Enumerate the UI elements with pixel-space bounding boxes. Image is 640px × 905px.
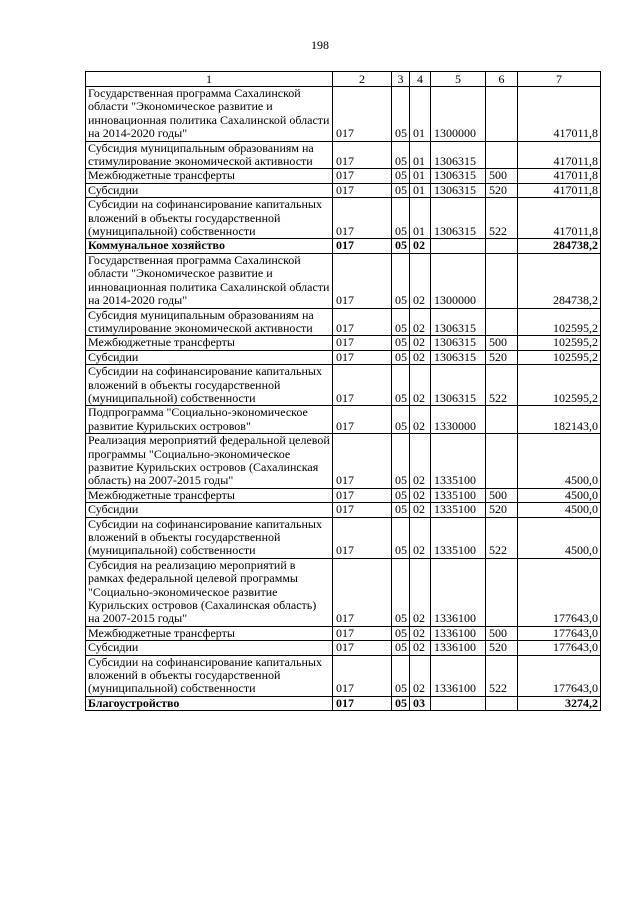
cell-subsection-code: 01: [410, 198, 431, 239]
cell-name: Реализация мероприятий федеральной целевой программы "Социально-экономическое развитие Курильских островов (Сахалинская область) на 2007-2015 годы": [86, 434, 333, 489]
table-row: [86, 308, 601, 336]
page-number: 198: [311, 38, 329, 52]
cell-ministry-code: 017: [333, 696, 392, 710]
cell-name: Благоустройство: [86, 696, 333, 710]
cell-ministry-code: 017: [333, 641, 392, 655]
cell-expense-type: 522: [486, 365, 518, 406]
header-cell-subsection: 4: [410, 72, 431, 87]
cell-section-code: 05: [392, 253, 410, 308]
cell-expense-type: 522: [486, 517, 518, 558]
cell-section-code: 05: [392, 434, 410, 489]
cell-ministry-code: 017: [333, 406, 392, 434]
cell-ministry-code: 017: [333, 253, 392, 308]
table-row: [86, 558, 601, 626]
cell-ministry-code: 017: [333, 558, 392, 626]
header-cell-type: 6: [486, 72, 518, 87]
cell-target-code: 1306315: [431, 308, 486, 336]
table-body: [86, 87, 601, 711]
cell-target-code: 1336100: [431, 641, 486, 655]
cell-amount: 102595,2: [518, 308, 601, 336]
cell-subsection-code: 02: [410, 406, 431, 434]
cell-amount: 3274,2: [518, 696, 601, 710]
cell-expense-type: 520: [486, 641, 518, 655]
cell-subsection-code: 02: [410, 336, 431, 350]
table-row: [86, 239, 601, 253]
cell-subsection-code: 02: [410, 350, 431, 364]
cell-ministry-code: 017: [333, 141, 392, 169]
cell-expense-type: [486, 87, 518, 142]
cell-amount: 284738,2: [518, 239, 601, 253]
cell-amount: 417011,8: [518, 198, 601, 239]
cell-amount: 417011,8: [518, 87, 601, 142]
cell-name: Субсидии: [86, 641, 333, 655]
cell-name: Субсидия на реализацию мероприятий в рамках федеральной целевой программы "Социально-экономическое развитие Курильских островов (Сахалинская область) на 2007-2015 годы": [86, 558, 333, 626]
cell-subsection-code: 02: [410, 517, 431, 558]
table-row: [86, 141, 601, 169]
cell-target-code: 1306315: [431, 365, 486, 406]
cell-name: Субсидии на софинансирование капитальных вложений в объекты государственной (муниципальной) собственности: [86, 517, 333, 558]
cell-subsection-code: 02: [410, 308, 431, 336]
cell-amount: 4500,0: [518, 517, 601, 558]
cell-expense-type: [486, 253, 518, 308]
cell-ministry-code: 017: [333, 350, 392, 364]
cell-expense-type: [486, 558, 518, 626]
cell-name: Субсидии: [86, 503, 333, 517]
cell-section-code: 05: [392, 87, 410, 142]
cell-subsection-code: 02: [410, 253, 431, 308]
cell-section-code: 05: [392, 406, 410, 434]
table-row: [86, 350, 601, 364]
cell-subsection-code: 02: [410, 503, 431, 517]
table-row: [86, 655, 601, 696]
cell-section-code: 05: [392, 655, 410, 696]
cell-ministry-code: 017: [333, 434, 392, 489]
cell-ministry-code: 017: [333, 655, 392, 696]
cell-section-code: 05: [392, 626, 410, 640]
cell-name: Коммунальное хозяйство: [86, 239, 333, 253]
cell-target-code: 1300000: [431, 253, 486, 308]
cell-expense-type: 522: [486, 198, 518, 239]
cell-name: Межбюджетные трансферты: [86, 336, 333, 350]
table-row: [86, 626, 601, 640]
header-cell-name: 1: [86, 72, 333, 87]
cell-section-code: 05: [392, 336, 410, 350]
cell-target-code: 1336100: [431, 626, 486, 640]
table-row: [86, 253, 601, 308]
table-row: [86, 488, 601, 502]
cell-target-code: 1336100: [431, 558, 486, 626]
cell-amount: 4500,0: [518, 488, 601, 502]
table-row: [86, 87, 601, 142]
budget-table: [85, 71, 601, 711]
header-cell-target: 5: [431, 72, 486, 87]
cell-target-code: 1306315: [431, 336, 486, 350]
cell-ministry-code: 017: [333, 198, 392, 239]
cell-subsection-code: 02: [410, 626, 431, 640]
cell-target-code: 1336100: [431, 655, 486, 696]
header-cell-ministry: 2: [333, 72, 392, 87]
table-row: [86, 641, 601, 655]
cell-subsection-code: 01: [410, 169, 431, 183]
cell-target-code: 1306315: [431, 183, 486, 197]
cell-ministry-code: 017: [333, 183, 392, 197]
cell-ministry-code: 017: [333, 336, 392, 350]
cell-amount: 177643,0: [518, 626, 601, 640]
cell-subsection-code: 02: [410, 641, 431, 655]
cell-amount: 4500,0: [518, 503, 601, 517]
cell-section-code: 05: [392, 517, 410, 558]
cell-ministry-code: 017: [333, 488, 392, 502]
cell-subsection-code: 02: [410, 239, 431, 253]
table-row: [86, 503, 601, 517]
cell-expense-type: [486, 141, 518, 169]
cell-section-code: 05: [392, 308, 410, 336]
cell-target-code: [431, 239, 486, 253]
cell-target-code: 1335100: [431, 517, 486, 558]
cell-target-code: [431, 696, 486, 710]
cell-ministry-code: 017: [333, 517, 392, 558]
cell-subsection-code: 01: [410, 87, 431, 142]
cell-name: Субсидии на софинансирование капитальных вложений в объекты государственной (муниципальной) собственности: [86, 655, 333, 696]
cell-ministry-code: 017: [333, 308, 392, 336]
cell-target-code: 1306315: [431, 141, 486, 169]
cell-section-code: 05: [392, 350, 410, 364]
cell-section-code: 05: [392, 239, 410, 253]
cell-section-code: 05: [392, 183, 410, 197]
cell-name: Государственная программа Сахалинской области "Экономическое развитие и инновационная политика Сахалинской области на 2014-2020 годы": [86, 87, 333, 142]
cell-expense-type: [486, 434, 518, 489]
table-header: [86, 72, 601, 87]
header-cell-section: 3: [392, 72, 410, 87]
cell-section-code: 05: [392, 558, 410, 626]
table-row: [86, 183, 601, 197]
cell-expense-type: 520: [486, 183, 518, 197]
cell-subsection-code: 02: [410, 488, 431, 502]
table-row: [86, 406, 601, 434]
cell-amount: 177643,0: [518, 641, 601, 655]
cell-section-code: 05: [392, 641, 410, 655]
cell-ministry-code: 017: [333, 239, 392, 253]
cell-subsection-code: 01: [410, 183, 431, 197]
cell-name: Субсидии на софинансирование капитальных вложений в объекты государственной (муниципальной) собственности: [86, 365, 333, 406]
cell-expense-type: 520: [486, 503, 518, 517]
cell-expense-type: 500: [486, 336, 518, 350]
cell-amount: 102595,2: [518, 350, 601, 364]
cell-subsection-code: 01: [410, 141, 431, 169]
cell-amount: 182143,0: [518, 406, 601, 434]
cell-name: Субсидии: [86, 350, 333, 364]
cell-target-code: 1306315: [431, 198, 486, 239]
cell-target-code: 1300000: [431, 87, 486, 142]
cell-name: Субсидии на софинансирование капитальных вложений в объекты государственной (муниципальной) собственности: [86, 198, 333, 239]
cell-section-code: 05: [392, 169, 410, 183]
table-row: [86, 169, 601, 183]
table-row: [86, 198, 601, 239]
cell-amount: 284738,2: [518, 253, 601, 308]
cell-expense-type: [486, 696, 518, 710]
cell-target-code: 1335100: [431, 434, 486, 489]
cell-expense-type: 520: [486, 350, 518, 364]
cell-ministry-code: 017: [333, 365, 392, 406]
cell-amount: 102595,2: [518, 365, 601, 406]
cell-section-code: 05: [392, 365, 410, 406]
cell-target-code: 1306315: [431, 169, 486, 183]
cell-subsection-code: 02: [410, 365, 431, 406]
cell-ministry-code: 017: [333, 503, 392, 517]
cell-name: Межбюджетные трансферты: [86, 169, 333, 183]
cell-name: Государственная программа Сахалинской области "Экономическое развитие и инновационная политика Сахалинской области на 2014-2020 годы": [86, 253, 333, 308]
cell-expense-type: [486, 406, 518, 434]
cell-name: Межбюджетные трансферты: [86, 488, 333, 502]
cell-expense-type: 500: [486, 626, 518, 640]
cell-expense-type: [486, 239, 518, 253]
cell-amount: 417011,8: [518, 169, 601, 183]
table-row: [86, 365, 601, 406]
table-row: [86, 517, 601, 558]
cell-section-code: 05: [392, 198, 410, 239]
cell-amount: 177643,0: [518, 655, 601, 696]
cell-target-code: 1335100: [431, 503, 486, 517]
cell-expense-type: 500: [486, 169, 518, 183]
cell-expense-type: 522: [486, 655, 518, 696]
cell-target-code: 1306315: [431, 350, 486, 364]
cell-name: Подпрограмма "Социально-экономическое развитие Курильских островов": [86, 406, 333, 434]
table-row: [86, 336, 601, 350]
header-cell-amount: 7: [518, 72, 601, 87]
cell-amount: 177643,0: [518, 558, 601, 626]
header-row: [86, 72, 601, 87]
cell-ministry-code: 017: [333, 626, 392, 640]
table-row: [86, 696, 601, 710]
cell-section-code: 05: [392, 488, 410, 502]
cell-target-code: 1335100: [431, 488, 486, 502]
cell-subsection-code: 02: [410, 434, 431, 489]
cell-expense-type: [486, 308, 518, 336]
cell-amount: 417011,8: [518, 183, 601, 197]
cell-amount: 417011,8: [518, 141, 601, 169]
cell-ministry-code: 017: [333, 87, 392, 142]
cell-name: Субсидии: [86, 183, 333, 197]
cell-section-code: 05: [392, 141, 410, 169]
cell-subsection-code: 03: [410, 696, 431, 710]
cell-target-code: 1330000: [431, 406, 486, 434]
cell-name: Субсидия муниципальным образованиям на стимулирование экономической активности: [86, 308, 333, 336]
cell-name: Межбюджетные трансферты: [86, 626, 333, 640]
cell-amount: 102595,2: [518, 336, 601, 350]
cell-expense-type: 500: [486, 488, 518, 502]
cell-name: Субсидия муниципальным образованиям на стимулирование экономической активности: [86, 141, 333, 169]
cell-ministry-code: 017: [333, 169, 392, 183]
cell-section-code: 05: [392, 503, 410, 517]
table-row: [86, 434, 601, 489]
cell-subsection-code: 02: [410, 558, 431, 626]
cell-amount: 4500,0: [518, 434, 601, 489]
cell-subsection-code: 02: [410, 655, 431, 696]
cell-section-code: 05: [392, 696, 410, 710]
